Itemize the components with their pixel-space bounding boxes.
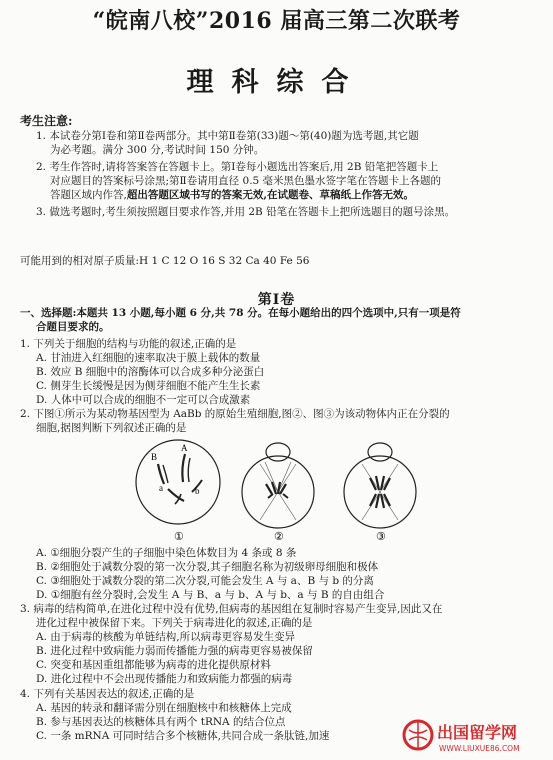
q1-stem: 1. 下列关于细胞的结构与功能的叙述,正确的是 [20,338,237,350]
cell-division-figure [130,434,425,542]
notice-heading: 考生注意: [20,114,73,128]
q2-option-b: B. ②细胞处于减数分裂的第一次分裂,其子细胞名称为初级卵母细胞和极体 [36,561,379,573]
notice-item-3: 3. 做选考题时,考生须按照题目要求作答,并用 2B 铅笔在答题卡上把所选题目的题号涂黑。 [36,206,456,218]
q4-stem: 4. 下列有关基因表达的叙述,正确的是 [20,688,195,700]
q1-option-a: A. 甘油进入红细胞的速率取决于膜上载体的数量 [36,352,261,364]
section-intro-line-1: 一、选择题:本题共 13 小题,每小题 6 分,共 78 分。在每小题给出的四个选项中,只有一项是符 [20,307,461,319]
section-title: 第Ⅰ卷 [257,292,296,308]
cell-1-letter-b-upper: B [151,452,158,462]
exam-title: “皖南八校”2016 届高三第二次联考 [92,8,461,34]
q3-stem-line-1: 3. 病毒的结构简单,在进化过程中没有优势,但病毒的基因组在复制时容易产生变异,因此又在 [20,603,443,615]
q3-stem-line-2: 进化过程中被保留下来。下列关于病毒进化的叙述,正确的是 [36,617,313,629]
q2-stem-line-1: 2. 下图①所示为某动物基因型为 AaBb 的原始生殖细胞,图②、图③为该动物体内正在分裂的 [20,408,450,420]
cell-2-diagram [242,443,314,528]
cell-1-letter-b-lower: b [195,486,200,496]
q4-option-c: C. 一条 mRNA 可同时结合多个核糖体,共同合成一条肽链,加速 [36,730,330,742]
notice-item-1-line-2: 为必考题。满分 300 分,考试时间 150 分钟。 [50,144,265,156]
watermark-graphic [401,716,549,756]
site-watermark [401,716,549,756]
notice-item-2-line-3 [50,189,414,202]
q2-option-d: D. ①细胞有丝分裂时,会发生 A 与 B、a 与 b、A 与 b、a 与 B 的自由组合 [36,589,385,601]
q3-option-d: D. 进化过程中不会出现传播能力和致病能力都强的病毒 [36,673,293,685]
cell-1-letter-a-lower: a [159,483,163,493]
atomic-mass-line: 可能用到的相对原子质量:H 1 C 12 O 16 S 32 Ca 40 Fe 56 [20,255,310,267]
figure-label-3: ③ [376,530,386,542]
q1-option-b: B. 效应 B 细胞中的溶酶体可以合成多种分泌蛋白 [36,366,265,378]
notice-item-2-line-2: 对应题目的答案标号涂黑;第Ⅱ卷请用直径 0.5 毫米黑色墨水签字笔在答题卡上各题的 [50,175,442,187]
watermark-url: WWW.LIUXUE86.COM [439,744,520,753]
section-intro-line-2: 合题目要求的。 [36,321,110,333]
q1-option-d: D. 人体中可以合成的细胞不一定可以合成激素 [36,394,251,406]
q2-stem-line-2: 细胞,据图判断下列叙述正确的是 [36,422,187,434]
notice-item-1-line-1: 1. 本试卷分第Ⅰ卷和第Ⅱ卷两部分。其中第Ⅱ卷第(33)题～第(40)题为选考题,其它题 [36,130,419,142]
notice-item-2-line-1: 2. 考生作答时,请将答案答在答题卡上。第Ⅰ卷每小题选出答案后,用 2B 铅笔把答题卡上 [36,161,439,173]
notice-item-2-line-3-bold: 超出答题区域书写的答案无效,在试题卷、草稿纸上作答无效。 [126,189,414,201]
watermark-brand: 出国留学网 [437,723,518,742]
q4-option-b: B. 参与基因表达的核糖体具有两个 tRNA 的结合位点 [36,716,286,728]
q3-option-b: B. 进化过程中致病能力弱而传播能力强的病毒更容易被保留 [36,645,313,657]
cell-1-letter-a-upper: A [181,443,188,453]
q3-option-a: A. 由于病毒的核酸为单链结构,所以病毒更容易发生变异 [36,631,296,643]
notice-item-2-line-3-plain: 答题区域内作答, [50,189,127,201]
q4-option-a: A. 基因的转录和翻译需分别在细胞核中和核糖体上完成 [36,702,292,714]
q1-option-c: C. 侧芽生长缓慢是因为侧芽细胞不能产生生长素 [36,380,261,392]
q2-option-c: C. ③细胞处于减数分裂的第二次分裂,可能会发生 A 与 a、B 与 b 的分离 [36,575,374,587]
figure-label-2: ② [274,530,284,542]
q2-option-a: A. ①细胞分裂产生的子细胞中染色体数目为 4 条或 8 条 [36,547,297,559]
cell-1-diagram [136,440,220,524]
figure-label-1: ① [174,530,184,542]
cell-3-diagram [344,443,416,528]
q3-option-c: C. 突变和基因重组都能够为病毒的进化提供原材料 [36,659,271,671]
exam-subject: 理科综合 [186,67,367,98]
